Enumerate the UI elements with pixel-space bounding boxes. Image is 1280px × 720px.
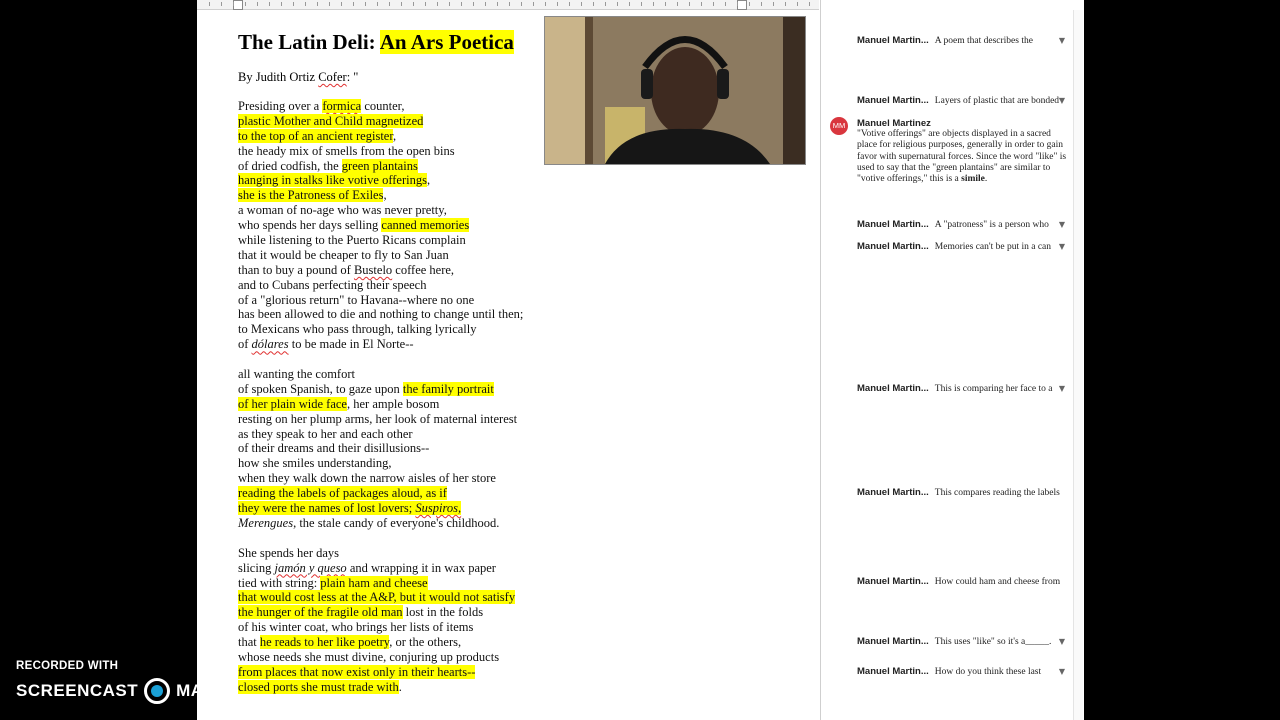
comment-item[interactable] bbox=[857, 383, 1069, 394]
poem-line[interactable] bbox=[238, 248, 523, 263]
poem-line[interactable] bbox=[238, 307, 523, 322]
poem-line[interactable] bbox=[238, 486, 523, 501]
comment-item[interactable] bbox=[857, 35, 1069, 46]
ruler-tick bbox=[401, 2, 402, 6]
highlighted-text: she is the Patroness of Exiles bbox=[238, 188, 384, 203]
ruler-tick bbox=[365, 2, 366, 6]
poem-text: tied with string: bbox=[238, 575, 321, 590]
poem-line[interactable] bbox=[238, 263, 523, 278]
ruler-tick bbox=[209, 2, 210, 6]
poem-line[interactable] bbox=[238, 99, 523, 114]
highlighted-text: closed ports she must trade with bbox=[238, 679, 399, 694]
comment-author: Manuel Martin... bbox=[857, 95, 929, 106]
expanded-comment-body bbox=[857, 129, 1069, 185]
poem-line[interactable] bbox=[238, 605, 523, 620]
ruler-tick bbox=[665, 2, 666, 6]
poem-line[interactable] bbox=[238, 501, 523, 516]
ruler-tick bbox=[293, 2, 294, 6]
poem-title[interactable] bbox=[238, 30, 514, 55]
ruler-tick bbox=[629, 2, 630, 6]
comment-pane bbox=[820, 0, 1084, 720]
poem-line[interactable] bbox=[238, 620, 523, 635]
ruler-tick bbox=[449, 2, 450, 6]
poem-body[interactable] bbox=[238, 99, 523, 695]
poem-text: and wrapping it in wax paper bbox=[346, 560, 496, 575]
poem-text: , bbox=[426, 173, 431, 188]
expanded-comment-text: "Votive offerings" are objects displayed in a sacred place for religious purposes, generally in order to gain favor with supernatural forces. Since the word "like" is used to say that the "green plantains" are similar to "votive offerings," this is a bbox=[857, 129, 1067, 185]
comment-author: Manuel Martin... bbox=[857, 219, 929, 230]
poem-text: lost in the folds bbox=[402, 605, 484, 620]
poem-text: resting on her plump arms, her look of maternal interest bbox=[238, 411, 518, 426]
comment-item[interactable] bbox=[857, 576, 1069, 587]
poem-line[interactable] bbox=[238, 412, 523, 427]
poem-line[interactable] bbox=[238, 561, 523, 576]
highlighted-text: to the top of an ancient register bbox=[238, 128, 393, 143]
byline-post: : " bbox=[346, 70, 359, 84]
ruler-tick bbox=[269, 2, 270, 6]
expand-caret-icon[interactable]: ▼ bbox=[1058, 384, 1065, 393]
horizontal-ruler[interactable] bbox=[197, 0, 819, 10]
poem-text: of their dreams and their disillusions-- bbox=[238, 441, 430, 456]
ruler-tick bbox=[413, 2, 414, 6]
poem-line[interactable] bbox=[238, 218, 523, 233]
ruler-tick bbox=[317, 2, 318, 6]
poem-text: , the stale candy of everyone's childhood. bbox=[293, 515, 500, 530]
webcam-overlay bbox=[544, 16, 806, 165]
comment-text: This is comparing her face to a bbox=[934, 384, 1053, 394]
poem-text: Merengues bbox=[238, 515, 294, 530]
poem-line[interactable] bbox=[238, 367, 523, 382]
highlighted-text: green plantains bbox=[341, 158, 418, 173]
comment-author: Manuel Martin... bbox=[857, 487, 929, 498]
byline[interactable] bbox=[238, 70, 358, 85]
ruler-tick bbox=[701, 2, 702, 6]
comment-author: Manuel Martin... bbox=[857, 383, 929, 394]
poem-line[interactable] bbox=[238, 397, 523, 412]
poem-line[interactable] bbox=[238, 173, 523, 188]
highlighted-text: the family portrait bbox=[402, 381, 494, 396]
ruler-tick bbox=[605, 2, 606, 6]
ruler-tick bbox=[281, 2, 282, 6]
screencast-watermark bbox=[16, 660, 231, 704]
highlighted-text: reading the labels of packages aloud, as if bbox=[238, 486, 447, 501]
poem-text: a woman of no-age who was never pretty, bbox=[238, 203, 447, 218]
poem-line[interactable] bbox=[238, 531, 523, 546]
poem-line[interactable] bbox=[238, 278, 523, 293]
expanded-comment-answer: simile bbox=[961, 174, 985, 185]
expand-caret-icon[interactable]: ▼ bbox=[1058, 96, 1065, 105]
ruler-tick bbox=[233, 2, 234, 6]
poem-line[interactable] bbox=[238, 159, 523, 174]
ruler-tick bbox=[221, 2, 222, 6]
comment-text: Memories can't be put in a can bbox=[934, 242, 1051, 252]
ruler-tick bbox=[245, 2, 246, 6]
byline-author-name: Cofer bbox=[318, 70, 347, 84]
ruler-tick bbox=[377, 2, 378, 6]
byline-pre: By Judith Ortiz bbox=[238, 70, 319, 84]
poem-text: She spends her days bbox=[238, 545, 340, 560]
ruler-tick bbox=[341, 2, 342, 6]
comment-item[interactable] bbox=[857, 95, 1069, 106]
poem-line[interactable] bbox=[238, 233, 523, 248]
highlighted-text: plastic Mother and Child magnetized bbox=[238, 113, 424, 128]
ruler-tick bbox=[329, 2, 330, 6]
ruler-tick bbox=[353, 2, 354, 6]
poem-text: of a "glorious return" to Havana--where no one bbox=[238, 292, 475, 307]
ruler-tick bbox=[689, 2, 690, 6]
highlighted-text: he reads to her like poetry bbox=[259, 635, 390, 650]
commenter-avatar: MM bbox=[830, 117, 848, 135]
poem-text: that it would be cheaper to fly to San Juan bbox=[238, 247, 449, 262]
ruler-tick bbox=[713, 2, 714, 6]
comment-text: How could ham and cheese from bbox=[934, 577, 1061, 587]
expanded-comment-tail: . bbox=[984, 174, 988, 185]
poem-text: all wanting the comfort bbox=[238, 367, 355, 382]
watermark-top: RECORDED WITH bbox=[16, 660, 119, 672]
poem-text: jamón y queso bbox=[274, 560, 347, 575]
poem-text: . bbox=[398, 679, 402, 694]
comment-item[interactable] bbox=[857, 666, 1069, 677]
ruler-tick bbox=[593, 2, 594, 6]
poem-line[interactable] bbox=[238, 352, 523, 367]
poem-line[interactable] bbox=[238, 576, 523, 591]
ruler-tick bbox=[617, 2, 618, 6]
poem-text: Presiding over a bbox=[238, 99, 323, 113]
poem-line[interactable] bbox=[238, 293, 523, 308]
ruler-tick bbox=[497, 2, 498, 6]
poem-line[interactable] bbox=[238, 590, 523, 605]
highlighted-text: they were the names of lost lovers; bbox=[238, 501, 416, 516]
poem-text: of dried codfish, the bbox=[238, 158, 342, 173]
comment-author: Manuel Martin... bbox=[857, 35, 929, 46]
highlighted-text: of her plain wide face bbox=[238, 396, 347, 411]
ruler-tick bbox=[461, 2, 462, 6]
ruler-tick bbox=[305, 2, 306, 6]
poem-text: , bbox=[383, 188, 387, 203]
right-indent-marker[interactable] bbox=[737, 0, 747, 10]
poem-text: has been allowed to die and nothing to change until then; bbox=[238, 307, 524, 322]
watermark-left: SCREENCAST bbox=[16, 681, 139, 700]
poem-line[interactable] bbox=[238, 203, 523, 218]
ruler-tick bbox=[641, 2, 642, 6]
poem-text: as they speak to her and each other bbox=[238, 426, 413, 441]
expand-caret-icon[interactable]: ▼ bbox=[1058, 220, 1065, 229]
highlighted-text: canned memories bbox=[381, 218, 470, 233]
comment-item[interactable] bbox=[857, 636, 1069, 647]
poem-line[interactable] bbox=[238, 129, 523, 144]
title-plain: The Latin Deli: bbox=[238, 30, 380, 54]
poem-line[interactable] bbox=[238, 650, 523, 665]
poem-text: counter, bbox=[361, 99, 405, 113]
poem-text: , bbox=[393, 128, 397, 143]
indent-marker[interactable] bbox=[233, 0, 243, 10]
ruler-tick bbox=[785, 2, 786, 6]
poem-text: that bbox=[238, 635, 260, 650]
comment-text: A poem that describes the bbox=[934, 36, 1033, 46]
ruler-tick bbox=[521, 2, 522, 6]
poem-text: how she smiles understanding, bbox=[238, 456, 392, 471]
expanded-comment[interactable] bbox=[857, 118, 1069, 185]
ruler-tick bbox=[797, 2, 798, 6]
poem-line[interactable] bbox=[238, 144, 523, 159]
poem-line[interactable] bbox=[238, 337, 523, 352]
poem-line[interactable] bbox=[238, 546, 523, 561]
poem-text: who spends her days selling bbox=[238, 218, 382, 233]
expanded-comment-author: Manuel Martinez bbox=[857, 118, 931, 129]
ruler-tick bbox=[749, 2, 750, 6]
comment-text: This compares reading the labels bbox=[934, 488, 1060, 498]
highlighted-text: hanging in stalks like votive offerings bbox=[238, 173, 427, 188]
highlighted-text: from places that now exist only in their hearts-- bbox=[238, 664, 476, 679]
highlighted-text: the hunger of the fragile old man bbox=[238, 605, 403, 620]
comment-item[interactable] bbox=[857, 219, 1069, 230]
watermark-right: MATIC bbox=[176, 681, 232, 700]
highlighted-text: formica bbox=[322, 99, 362, 113]
ruler-tick bbox=[677, 2, 678, 6]
ruler-tick bbox=[545, 2, 546, 6]
poem-text: to be made in El Norte-- bbox=[288, 337, 414, 352]
highlighted-text: plain ham and cheese bbox=[320, 575, 428, 590]
comment-text: A "patroness" is a person who bbox=[934, 220, 1049, 230]
comment-author: Manuel Martin... bbox=[857, 666, 929, 677]
presenter-video-icon bbox=[545, 17, 805, 164]
comment-text: Layers of plastic that are bonded bbox=[934, 96, 1060, 106]
expand-caret-icon[interactable]: ▼ bbox=[1058, 637, 1065, 646]
poem-text: to Mexicans who pass through, talking lyrically bbox=[238, 322, 477, 337]
ruler-tick bbox=[533, 2, 534, 6]
poem-line[interactable] bbox=[238, 382, 523, 397]
poem-text: whose needs she must divine, conjuring up products bbox=[238, 649, 500, 664]
poem-line[interactable] bbox=[238, 635, 523, 650]
comment-author: Manuel Martin... bbox=[857, 241, 929, 252]
poem-text: , her ample bosom bbox=[346, 396, 440, 411]
poem-line[interactable] bbox=[238, 471, 523, 486]
poem-text: dólares bbox=[251, 337, 289, 352]
poem-line[interactable] bbox=[238, 456, 523, 471]
ruler-tick bbox=[473, 2, 474, 6]
ruler-tick bbox=[425, 2, 426, 6]
comment-text: This uses "like" so it's a_____. bbox=[934, 637, 1052, 647]
ruler-tick bbox=[437, 2, 438, 6]
poem-line[interactable] bbox=[238, 114, 523, 129]
ruler-tick bbox=[485, 2, 486, 6]
poem-text: while listening to the Puerto Ricans complain bbox=[238, 233, 466, 248]
poem-line[interactable] bbox=[238, 322, 523, 337]
expand-caret-icon[interactable]: ▼ bbox=[1058, 667, 1065, 676]
watermark-logo bbox=[16, 678, 231, 704]
ruler-tick bbox=[389, 2, 390, 6]
highlighted-text: Suspiros, bbox=[415, 501, 462, 516]
vertical-scrollbar[interactable] bbox=[1073, 10, 1083, 720]
ruler-tick bbox=[257, 2, 258, 6]
title-highlight: An Ars Poetica bbox=[379, 30, 514, 54]
comment-item[interactable] bbox=[857, 241, 1069, 252]
expand-caret-icon[interactable]: ▼ bbox=[1058, 36, 1065, 45]
poem-text: of spoken Spanish, to gaze upon bbox=[238, 381, 403, 396]
poem-text: Bustelo bbox=[353, 262, 393, 277]
ruler-tick bbox=[773, 2, 774, 6]
poem-line[interactable] bbox=[238, 441, 523, 456]
poem-line[interactable] bbox=[238, 188, 523, 203]
record-icon bbox=[144, 678, 170, 704]
ruler-tick bbox=[569, 2, 570, 6]
highlighted-text: that would cost less at the A&P, but it would not satisfy bbox=[238, 590, 516, 605]
comment-author: Manuel Martin... bbox=[857, 636, 929, 647]
expand-caret-icon[interactable]: ▼ bbox=[1058, 242, 1065, 251]
ruler-tick bbox=[581, 2, 582, 6]
poem-line[interactable] bbox=[238, 665, 523, 680]
poem-line[interactable] bbox=[238, 427, 523, 442]
comment-item[interactable] bbox=[857, 487, 1069, 498]
ruler-tick bbox=[761, 2, 762, 6]
poem-line[interactable] bbox=[238, 680, 523, 695]
poem-text: , or the others, bbox=[389, 635, 462, 650]
ruler-tick bbox=[653, 2, 654, 6]
ruler-tick bbox=[557, 2, 558, 6]
poem-text: than to buy a pound of bbox=[238, 262, 354, 277]
ruler-tick bbox=[725, 2, 726, 6]
poem-text: of bbox=[238, 337, 252, 352]
comment-author: Manuel Martin... bbox=[857, 576, 929, 587]
poem-line[interactable] bbox=[238, 516, 523, 531]
poem-text: of his winter coat, who brings her lists of items bbox=[238, 620, 474, 635]
comment-text: How do you think these last bbox=[934, 667, 1042, 677]
ruler-tick bbox=[809, 2, 810, 6]
poem-text: slicing bbox=[238, 560, 275, 575]
poem-text: coffee here, bbox=[392, 262, 455, 277]
ruler-tick bbox=[737, 2, 738, 6]
poem-text: and to Cubans perfecting their speech bbox=[238, 277, 427, 292]
ruler-tick bbox=[509, 2, 510, 6]
poem-text: the heady mix of smells from the open bins bbox=[238, 143, 455, 158]
poem-text: when they walk down the narrow aisles of her store bbox=[238, 471, 496, 486]
